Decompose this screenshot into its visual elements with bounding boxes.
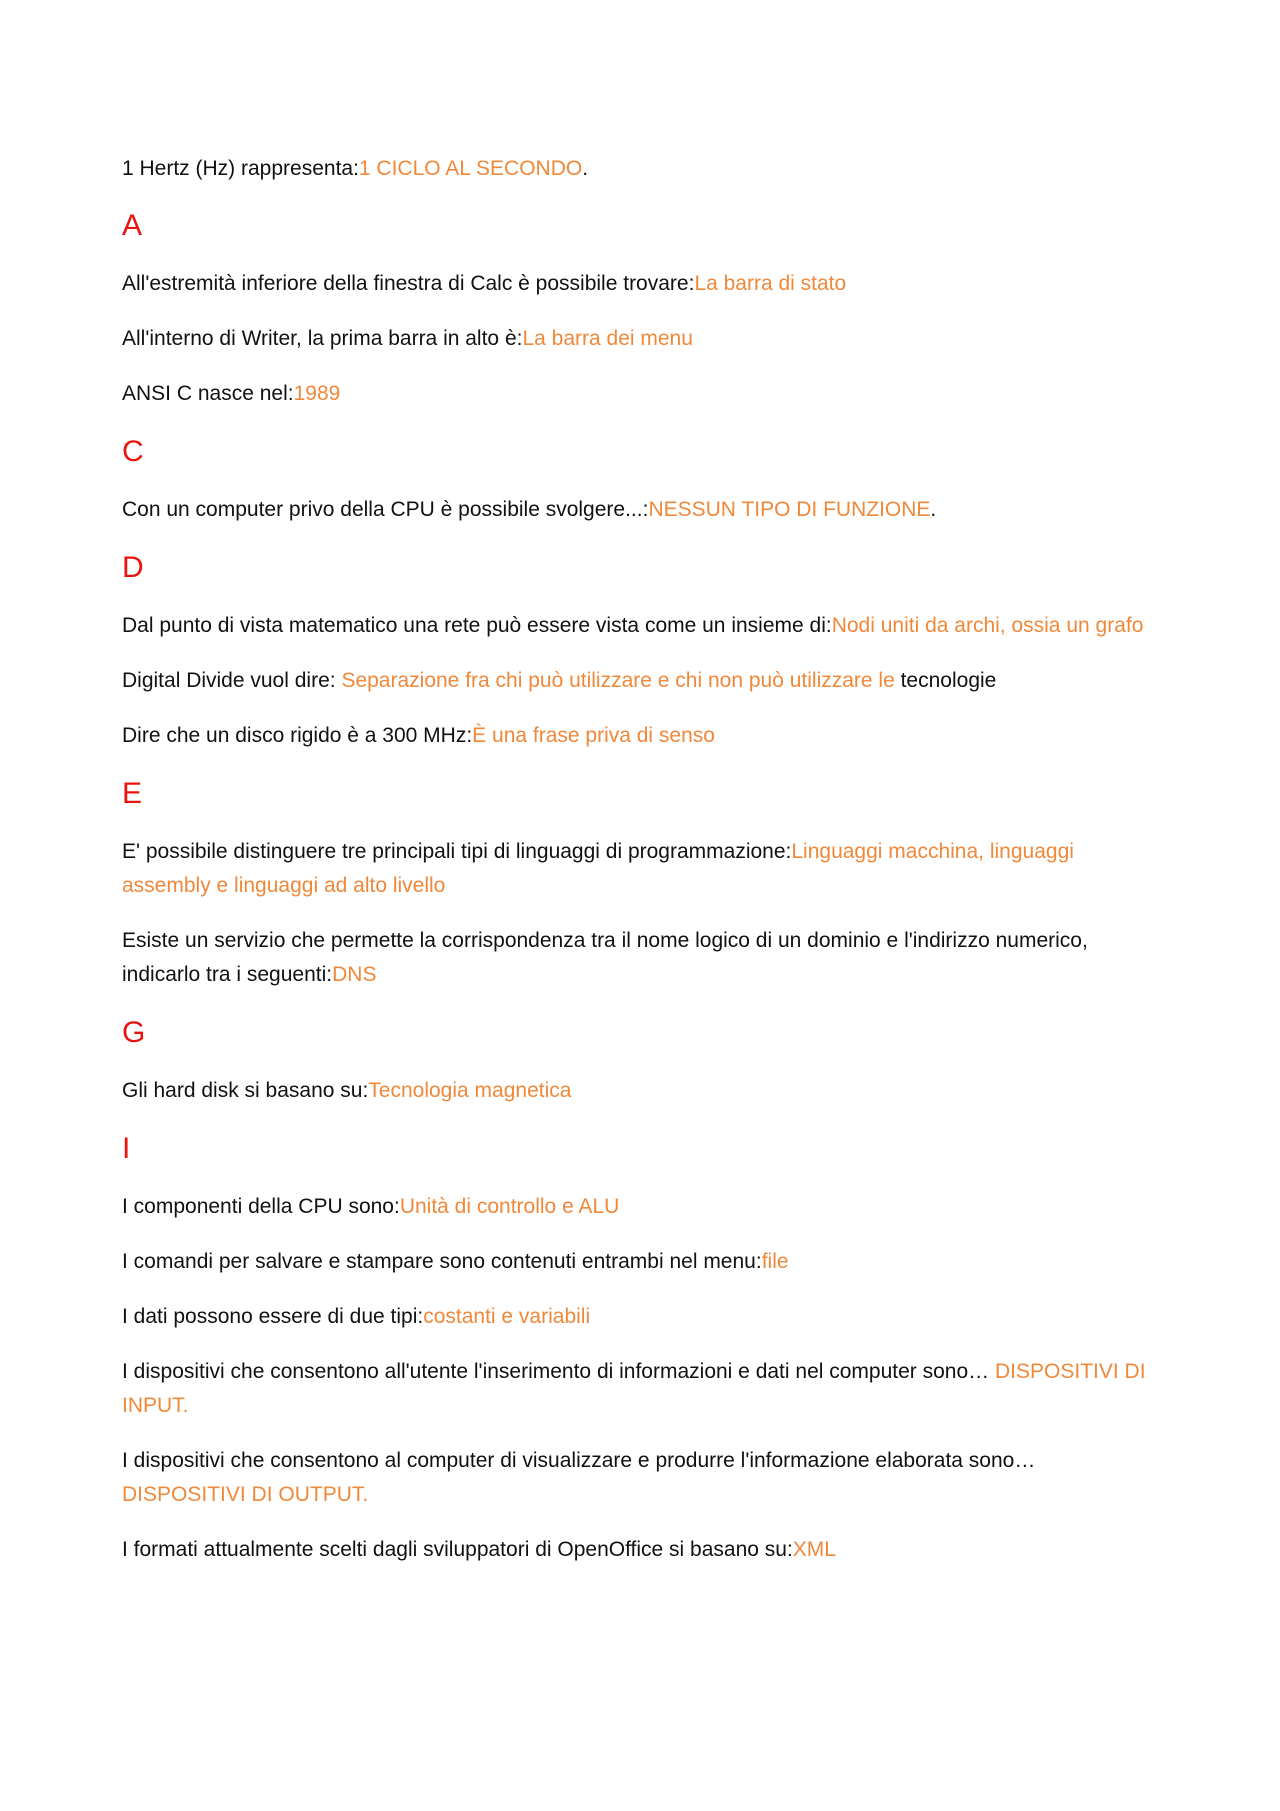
question-text: Dal punto di vista matematico una rete può essere vista come un insieme di: (122, 614, 832, 637)
answer-text: La barra dei menu (522, 327, 693, 350)
question-text: Gli hard disk si basano su: (122, 1079, 369, 1102)
trailing-text: tecnologie (894, 669, 997, 692)
question-text: Esiste un servizio che permette la corrispondenza tra il nome logico di un dominio e l'indirizzo numerico, indicarlo tra i seguenti: (122, 929, 1088, 986)
section-letter-e: E (122, 777, 143, 810)
trailing-text: . (582, 157, 589, 180)
answer-text: DNS (332, 963, 377, 986)
trailing-text: . (930, 498, 937, 521)
qa-paragraph (122, 924, 1158, 992)
question-text: 1 Hertz (Hz) rappresenta: (122, 157, 359, 180)
qa-paragraph (122, 1444, 1158, 1512)
qa-paragraph (122, 1355, 1158, 1423)
question-text: All'estremità inferiore della finestra di Calc è possibile trovare: (122, 272, 695, 295)
answer-text: Separazione fra chi può utilizzare e chi non può utilizzare le (341, 669, 895, 692)
qa-paragraph (122, 1074, 1158, 1108)
question-text: I formati attualmente scelti dagli sviluppatori di OpenOffice si basano su: (122, 1538, 793, 1561)
question-text: E' possibile distinguere tre principali tipi di linguaggi di programmazione: (122, 840, 792, 863)
question-text: Digital Divide vuol dire: (122, 669, 342, 692)
qa-paragraph (122, 267, 1158, 301)
qa-paragraph (122, 377, 1158, 411)
question-text: ANSI C nasce nel: (122, 382, 294, 405)
answer-text: DISPOSITIVI DI OUTPUT. (122, 1483, 369, 1506)
answer-text: XML (792, 1538, 836, 1561)
answer-text: Nodi uniti da archi, ossia un grafo (831, 614, 1144, 637)
intro-paragraph (122, 152, 1158, 186)
qa-paragraph (122, 1300, 1158, 1334)
qa-paragraph (122, 322, 1158, 356)
section-letter-d: D (122, 551, 144, 584)
section-letter-c: C (122, 435, 144, 468)
answer-text: La barra di stato (694, 272, 847, 295)
section-letter-a: A (122, 209, 143, 242)
answer-text: Unità di controllo e ALU (399, 1195, 620, 1218)
question-text: I componenti della CPU sono: (122, 1195, 400, 1218)
section-letter-i: I (122, 1132, 131, 1165)
section-letter-g: G (122, 1016, 146, 1049)
answer-text: file (761, 1250, 789, 1273)
answer-text: DISPOSITIVI DI INPUT. (122, 1360, 1146, 1417)
qa-paragraph (122, 1245, 1158, 1279)
answer-text: Linguaggi macchina, linguaggi assembly e linguaggi ad alto livello (122, 840, 1074, 897)
question-text: I comandi per salvare e stampare sono contenuti entrambi nel menu: (122, 1250, 762, 1273)
qa-paragraph (122, 1533, 1158, 1567)
answer-text: Tecnologia magnetica (368, 1079, 572, 1102)
qa-paragraph (122, 1190, 1158, 1224)
question-text: I dispositivi che consentono al computer di visualizzare e produrre l'informazione elaborata sono… (122, 1449, 1036, 1472)
question-text: Con un computer privo della CPU è possibile svolgere...: (122, 498, 649, 521)
qa-paragraph (122, 664, 1158, 698)
answer-text: NESSUN TIPO DI FUNZIONE (648, 498, 931, 521)
question-text: All'interno di Writer, la prima barra in alto è: (122, 327, 523, 350)
answer-text: È una frase priva di senso (472, 724, 715, 747)
qa-paragraph (122, 493, 1158, 527)
answer-text: 1 CICLO AL SECONDO (358, 157, 583, 180)
answer-text: 1989 (293, 382, 341, 405)
question-text: I dispositivi che consentono all'utente l'inserimento di informazioni e dati nel computer sono… (122, 1360, 995, 1383)
answer-text: costanti e variabili (423, 1305, 591, 1328)
qa-paragraph (122, 835, 1158, 903)
qa-paragraph (122, 609, 1158, 643)
question-text: Dire che un disco rigido è a 300 MHz: (122, 724, 473, 747)
qa-paragraph (122, 719, 1158, 753)
question-text: I dati possono essere di due tipi: (122, 1305, 424, 1328)
